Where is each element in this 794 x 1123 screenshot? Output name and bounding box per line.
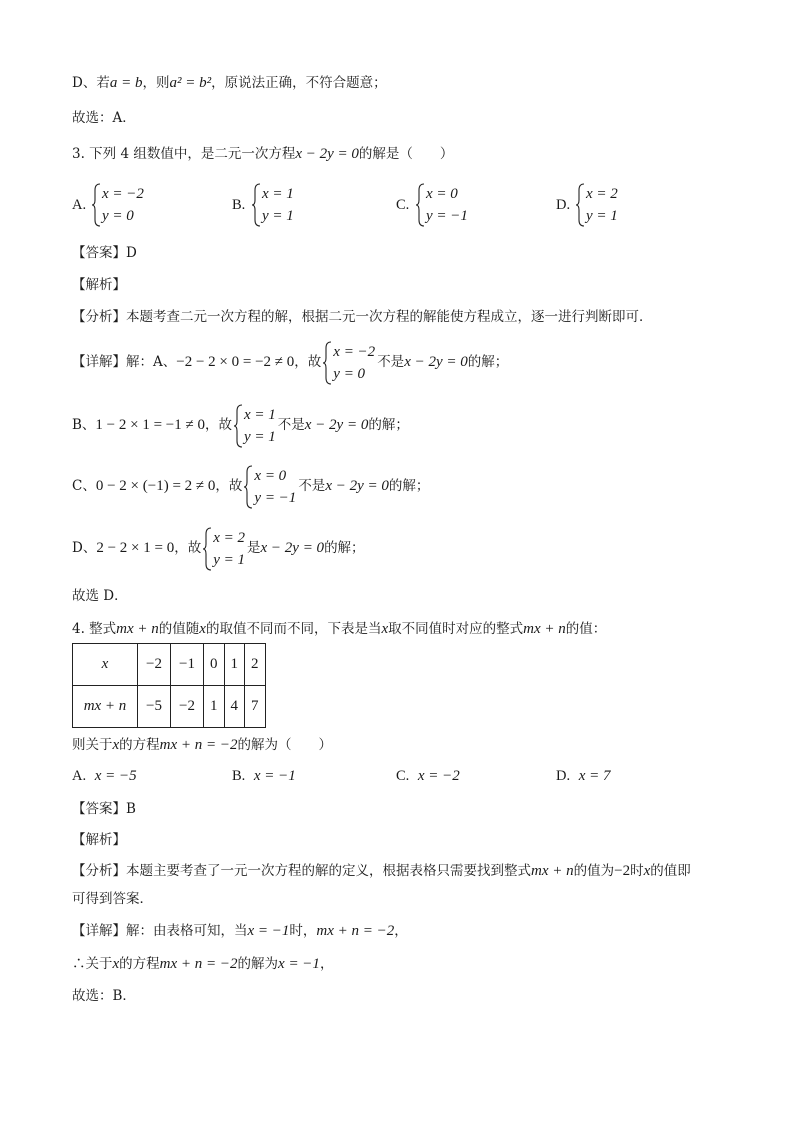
text: 不是 <box>377 354 405 370</box>
option-label: B. <box>232 197 246 213</box>
math: x <box>643 863 651 879</box>
system-row: x = 0 <box>254 467 287 484</box>
table-cell: 7 <box>245 686 266 728</box>
system-row: x = −2 <box>102 186 144 202</box>
text: 不是 <box>277 417 305 433</box>
text: 的解； <box>324 540 365 556</box>
system-row: y = −1 <box>254 489 297 506</box>
system-row: y = 0 <box>333 365 366 382</box>
equation: mx + n = −2 <box>159 737 238 753</box>
equation-system <box>92 183 144 227</box>
equation: x − 2y = 0 <box>295 146 359 162</box>
text: 的方程 <box>119 956 160 972</box>
math: x = −1 <box>247 923 290 939</box>
table-cell: 1 <box>224 644 245 686</box>
q3-jiexi-heading: 【解析】 <box>72 277 126 293</box>
q4-option-d <box>556 767 610 785</box>
option-label: C. <box>396 197 410 213</box>
q4-jiexi-heading: 【解析】 <box>72 832 126 848</box>
math: x <box>381 621 389 637</box>
text: ，原说法正确，不符合题意； <box>211 75 387 91</box>
system-row: y = 1 <box>244 428 276 445</box>
text: 的解为（ ） <box>237 737 333 753</box>
equation: x − 2y = 0 <box>304 417 369 433</box>
equation: x − 2y = 0 <box>260 540 325 556</box>
q4-detail <box>72 922 408 940</box>
system-row: x = 1 <box>262 186 294 202</box>
calculation: 1 − 2 × 1 = −1 ≠ 0 <box>95 417 205 433</box>
equation-system <box>252 183 294 227</box>
equation-system <box>234 404 276 448</box>
system-row: y = 1 <box>262 208 294 224</box>
equation-system <box>323 341 375 385</box>
table-cell: −2 <box>138 644 171 686</box>
text: 的解； <box>368 417 409 433</box>
system-row: y = −1 <box>426 208 468 224</box>
text: ，故 <box>215 478 243 494</box>
text: 的值随 <box>158 621 200 637</box>
q3-stem <box>72 145 453 163</box>
system-row: x = 2 <box>213 529 245 546</box>
q4-choose: 故选：B． <box>72 988 136 1004</box>
calculation: −2 − 2 × 0 = −2 ≠ 0 <box>176 354 295 370</box>
table-row <box>73 644 266 686</box>
equation: mx + n = −2 <box>159 956 238 972</box>
option-value: x = −5 <box>94 768 137 784</box>
table-cell: −2 <box>171 686 204 728</box>
text: 的值为 <box>573 863 615 879</box>
text: 的取值不同而不同，下表是当 <box>205 621 382 637</box>
system-row: x = 2 <box>586 186 618 202</box>
text: 的方程 <box>119 737 160 753</box>
values-table <box>72 643 266 728</box>
equation-system <box>576 183 618 227</box>
table-cell: 2 <box>245 644 266 686</box>
q4-analysis-continued: 可得到答案． <box>72 891 153 907</box>
text: B、 <box>72 417 96 433</box>
math: x <box>112 737 120 753</box>
math: −2 <box>614 863 631 879</box>
brace-icon <box>252 183 261 227</box>
q2-option-d-explanation <box>72 74 387 92</box>
q4-analysis <box>72 862 691 880</box>
text: 【详解】解：由表格可知，当 <box>72 923 248 939</box>
option-label: D. <box>556 768 571 784</box>
q4-question <box>72 736 332 754</box>
q4-option-a <box>72 767 137 785</box>
text: 则关于 <box>72 737 113 753</box>
text: ，则 <box>142 75 170 91</box>
q3-detail-c <box>72 461 429 511</box>
equation: x − 2y = 0 <box>325 478 389 494</box>
option-label: D. <box>556 197 571 213</box>
table-header-cell: x <box>73 644 138 686</box>
math: a = b <box>109 75 143 91</box>
equation: x − 2y = 0 <box>404 354 468 370</box>
calculation: 0 − 2 × (−1) = 2 ≠ 0 <box>95 478 216 494</box>
text: 是 <box>247 540 261 556</box>
math: x <box>199 621 206 637</box>
equation-system <box>244 465 296 509</box>
option-label: C. <box>396 768 410 784</box>
table-cell: −1 <box>171 644 204 686</box>
brace-icon <box>416 183 425 227</box>
q2-choose: 故选：A． <box>72 110 136 126</box>
text: 的解； <box>467 354 509 370</box>
q3-detail-a <box>72 337 508 387</box>
math: a² = b² <box>169 75 212 91</box>
text: 的值： <box>565 621 607 637</box>
option-label: B. <box>232 768 246 784</box>
text: ，故 <box>294 354 322 370</box>
brace-icon <box>234 404 243 448</box>
text: ，故 <box>205 417 232 433</box>
q3-detail-b <box>72 400 409 450</box>
text: 的解为 <box>237 956 279 972</box>
text: ， <box>394 923 408 939</box>
option-label: A. <box>72 197 87 213</box>
math: mx + n <box>531 863 574 879</box>
q3-answer: 【答案】D <box>72 245 137 261</box>
math: x <box>112 956 120 972</box>
text: 时， <box>289 923 317 939</box>
brace-icon <box>576 183 585 227</box>
text: 3. 下列 4 组数值中，是二元一次方程 <box>72 146 296 162</box>
brace-icon <box>244 465 253 509</box>
text: D、 <box>72 540 97 556</box>
calculation: 2 − 2 × 1 = 0 <box>96 540 175 556</box>
equation-system <box>203 527 245 571</box>
text: C、 <box>72 478 96 494</box>
option-label: A. <box>72 768 87 784</box>
q4-stem <box>72 620 606 638</box>
q3-detail-d <box>72 523 365 573</box>
math: mx + n = −2 <box>316 923 395 939</box>
text: 取不同值时对应的整式 <box>388 621 524 637</box>
text: 时 <box>630 863 644 879</box>
system-row: y = 1 <box>213 551 245 568</box>
math: mx + n <box>523 621 566 637</box>
system-row: y = 0 <box>102 208 134 224</box>
brace-icon <box>203 527 212 571</box>
brace-icon <box>323 341 332 385</box>
text: 不是 <box>298 478 326 494</box>
text: ∴关于 <box>72 956 113 972</box>
option-value: x = 7 <box>578 768 611 784</box>
text: ，故 <box>174 540 202 556</box>
option-value: x = −2 <box>417 768 460 784</box>
system-row: y = 1 <box>586 208 618 224</box>
text: 的值即 <box>650 863 691 879</box>
table-cell: 4 <box>224 686 245 728</box>
system-row: x = −2 <box>333 343 376 360</box>
q3-analysis: 【分析】本题考查二元一次方程的解，根据二元一次方程的解能使方程成立，逐一进行判断即可． <box>72 309 653 325</box>
text: 的解是（ ） <box>358 146 454 162</box>
text: 【分析】本题主要考查了一元一次方程的解的定义，根据表格只需要找到整式 <box>72 863 531 879</box>
table-cell: 1 <box>204 686 225 728</box>
brace-icon <box>92 183 101 227</box>
equation-system <box>416 183 468 227</box>
q3-choose: 故选 D． <box>72 588 128 604</box>
text: D、若 <box>72 75 110 91</box>
math: mx + n <box>116 621 159 637</box>
system-row: x = 0 <box>426 186 458 202</box>
q4-option-b <box>232 767 296 785</box>
q4-option-c <box>396 767 460 785</box>
text: 4. 整式 <box>72 621 117 637</box>
text: 【详解】解：A、 <box>72 354 177 370</box>
table-cell: −5 <box>138 686 171 728</box>
q4-answer: 【答案】B <box>72 801 136 817</box>
table-row <box>73 686 266 728</box>
table-header-cell: mx + n <box>73 686 138 728</box>
system-row: x = 1 <box>244 406 276 423</box>
option-value: x = −1 <box>253 768 296 784</box>
table-cell: 0 <box>204 644 225 686</box>
math: x = −1 <box>278 956 320 972</box>
text: ， <box>319 956 334 972</box>
q4-therefore <box>72 955 333 973</box>
text: 的解； <box>388 478 430 494</box>
